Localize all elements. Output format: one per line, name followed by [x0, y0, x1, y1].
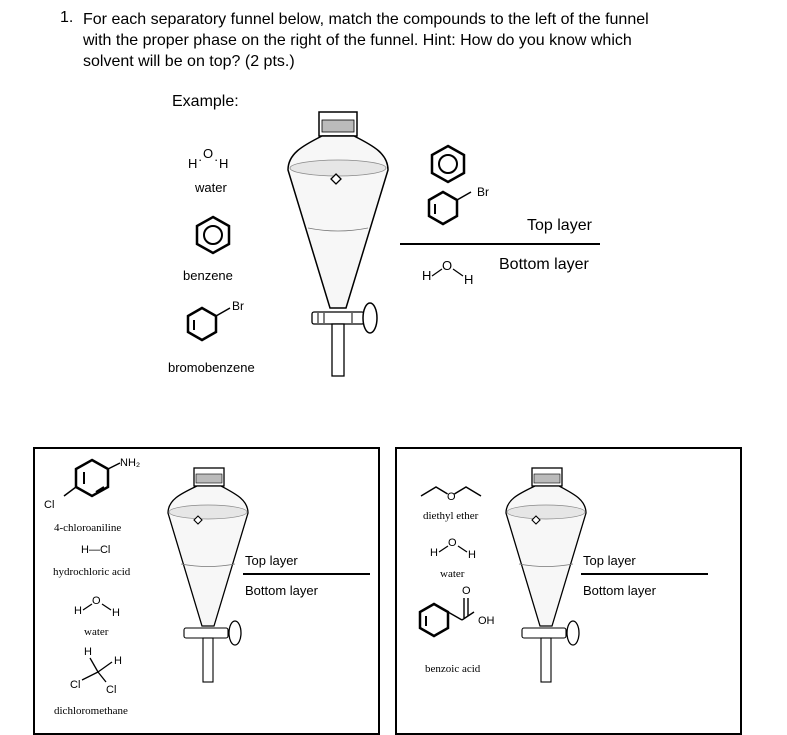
- atom-h: H: [112, 607, 120, 619]
- separatory-funnel-left: [162, 466, 252, 686]
- question-text: [83, 9, 763, 72]
- right-layer-divider: [581, 573, 708, 575]
- water-structure-right: [428, 534, 488, 564]
- hcl-formula: H—Cl: [81, 544, 111, 556]
- benzene-structure-layer: [428, 144, 468, 184]
- atom-h: H: [430, 547, 438, 559]
- atom-oh: OH: [478, 615, 495, 627]
- atom-cl: Cl: [70, 679, 81, 691]
- left-bottom-layer: Bottom layer: [245, 583, 318, 598]
- atom-o: O: [448, 537, 457, 549]
- atom-o: O: [203, 146, 214, 161]
- water-structure-left: [72, 592, 132, 622]
- atom-h: H: [422, 268, 432, 283]
- question-number: 1.: [60, 9, 74, 26]
- label-water-right: water: [440, 568, 465, 580]
- label-chloroaniline: 4-chloroaniline: [54, 522, 122, 534]
- atom-h: H: [219, 156, 229, 171]
- question-line-2: with the proper phase on the right of the funnel. Hint: How do you know which: [83, 32, 632, 49]
- atom-br: Br: [232, 299, 244, 313]
- left-layer-divider: [243, 573, 370, 575]
- bromobenzene-structure-example: [184, 296, 264, 346]
- label-benzene-example: benzene: [183, 268, 233, 283]
- right-top-layer: Top layer: [583, 553, 636, 568]
- question-line-1: For each separatory funnel below, match the compounds to the left of the funnel: [83, 11, 649, 28]
- example-bottom-layer: Bottom layer: [499, 256, 589, 273]
- right-bottom-layer: Bottom layer: [583, 583, 656, 598]
- label-benzoic: benzoic acid: [425, 663, 481, 675]
- question-line-3: solvent will be on top? (2 pts.): [83, 53, 295, 70]
- benzoic-acid-structure: [414, 582, 504, 642]
- atom-h: H: [114, 655, 122, 667]
- atom-o: O: [447, 491, 456, 503]
- bromobenzene-structure-layer: [425, 180, 505, 230]
- example-heading: Example:: [172, 93, 239, 110]
- atom-h: H: [468, 549, 476, 561]
- svg-text:·: ·: [214, 152, 219, 167]
- label-hcl: hydrochloric acid: [53, 566, 131, 578]
- diethyl-ether-structure: [418, 476, 498, 506]
- label-water-example: water: [195, 180, 227, 195]
- label-bromobenzene-example: bromobenzene: [168, 360, 255, 375]
- atom-o: O: [442, 258, 453, 273]
- label-water-left: water: [84, 626, 109, 638]
- dcm-structure: [68, 644, 138, 694]
- atom-nh2: NH₂: [120, 457, 141, 469]
- label-dcm: dichloromethane: [54, 705, 128, 717]
- example-top-layer: Top layer: [527, 217, 592, 234]
- atom-h: H: [74, 605, 82, 617]
- atom-cl: Cl: [106, 684, 117, 696]
- water-structure-layer: [420, 256, 480, 288]
- atom-h: H: [188, 156, 198, 171]
- benzene-structure-example: [193, 215, 233, 255]
- atom-h: H: [464, 272, 474, 287]
- water-structure-example: [186, 142, 246, 174]
- atom-h: H: [84, 646, 92, 658]
- atom-o: O: [92, 595, 101, 607]
- atom-o: O: [462, 585, 471, 597]
- atom-cl: Cl: [44, 499, 55, 511]
- left-top-layer: Top layer: [245, 553, 298, 568]
- layer-divider: [400, 243, 600, 245]
- separatory-funnel-right: [500, 466, 590, 686]
- separatory-funnel-example: [282, 110, 392, 380]
- label-ether: diethyl ether: [423, 510, 479, 522]
- chloroaniline-structure: [40, 454, 150, 514]
- atom-br: Br: [477, 185, 489, 199]
- svg-text:·: ·: [198, 152, 203, 167]
